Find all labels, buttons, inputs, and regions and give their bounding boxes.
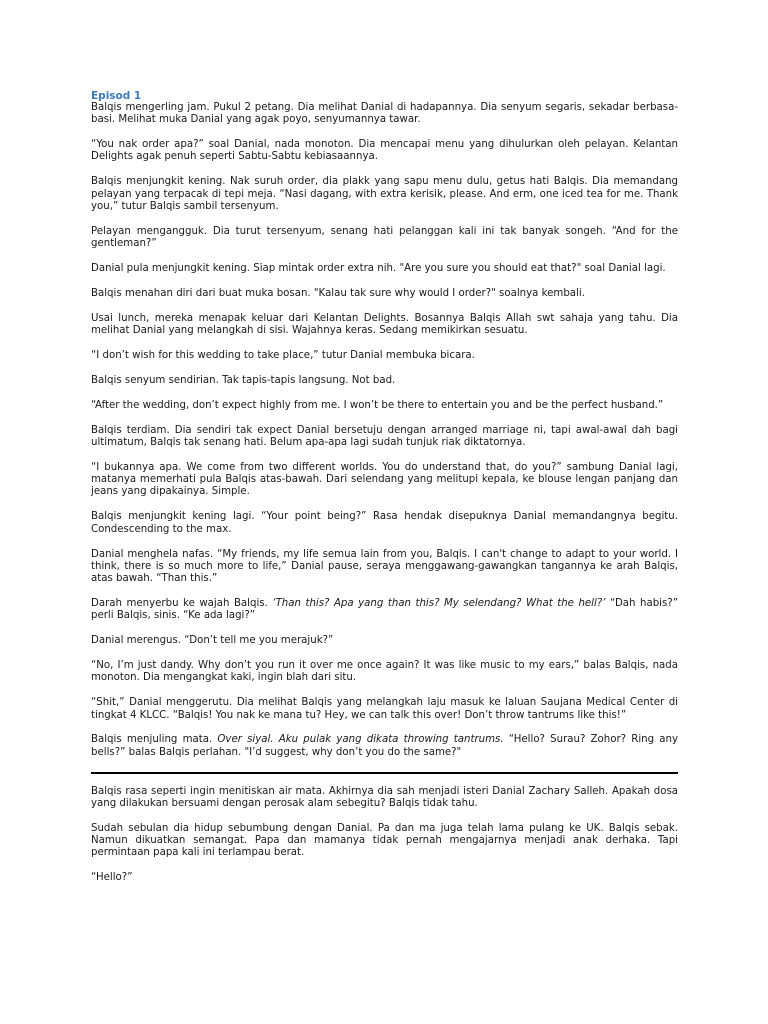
paragraph: Danial merengus. “Don’t tell me you merajuk?” (91, 635, 334, 647)
paragraph: Balqis senyum sendirian. Tak tapis-tapis langsung. Not bad. (91, 374, 396, 386)
paragraph: Balqis menjungkit kening. Nak suruh order, dia plakk yang sapu menu dulu, getus hati Balqis. Dia memandang pelayan yang terpacak di tepi meja. “Nasi dagang, with extra kerisik, please. And erm, one iced tea for me. Thank you,” tutur Balqis sambil tersenyum. (91, 176, 678, 212)
paragraph-text: “Hello? Surau? Zohor? Ring any bells?” balas Balqis perlahan. "I’d suggest, why don’t you do the same?" (91, 734, 678, 758)
episode-heading: Episod 1 (91, 90, 142, 102)
paragraph-text: Darah menyerbu ke wajah Balqis. (91, 598, 273, 610)
paragraph: Balqis menahan diri dari buat muka bosan. "Kalau tak sure why would I order?" soalnya kembali. (91, 287, 585, 299)
paragraph (91, 734, 678, 759)
paragraph-text: “Dah habis?” perli Balqis, sinis. “Ke ada lagi?” (91, 598, 678, 622)
paragraph: Usai lunch, mereka menapak keluar dari Kelantan Delights. Bosannya Balqis Allah swt sahaja yang tahu. Dia melihat Danial yang melangkah di sisi. Wajahnya keras. Sedang memikirkan sesuatu. (91, 312, 678, 337)
story-page (91, 90, 678, 897)
paragraph: “I bukannya apa. We come from two different worlds. You do understand that, do you?” sambung Danial lagi, matanya memerhati pula Balqis atas-bawah. Dari selendang yang melitupi kepala, ke blouse lengan panjang dan jeans yang dipakainya. Simple. (91, 461, 678, 498)
paragraph: “You nak order apa?” soal Danial, nada monoton. Dia mencapai menu yang dihulurkan oleh pelayan. Kelantan Delights agak penuh seperti Sabtu-Sabtu kebiasaannya. (91, 139, 678, 163)
paragraph: “No, I’m just dandy. Why don’t you run it over me once again? It was like music to my ears,” balas Balqis, nada monoton. Dia mengangkat kaki, ingin blah dari situ. (91, 660, 678, 684)
paragraph: Pelayan mengangguk. Dia turut tersenyum, senang hati pelanggan kali ini tak banyak songeh. “And for the gentleman?” (91, 225, 678, 250)
paragraph: “I don’t wish for this wedding to take place,” tutur Danial membuka bicara. (91, 350, 475, 362)
italic-thought: ‘Than this? Apa yang than this? My selendang? What the hell?’ (272, 598, 606, 610)
paragraph: Balqis terdiam. Dia sendiri tak expect Danial bersetuju dengan arranged marriage ni, tapi awal-awal dah bagi ultimatum, Balqis tak senang hati. Belum apa-apa lagi sudah tunjuk riak diktatornya. (91, 424, 678, 448)
section-divider (91, 772, 678, 774)
paragraph: Danial menghela nafas. “My friends, my life semua lain from you, Balqis. I can't change to adapt to your world. I think, there is so much more to life,” Danial pause, seraya menggawang-gawangkan tangannya ke arah Balqis, atas bawah. “Than this.” (91, 548, 678, 585)
paragraph: Balqis mengerling jam. Pukul 2 petang. Dia melihat Danial di hadapannya. Dia senyum segaris, sekadar berbasa-basi. Melihat muka Danial yang agak poyo, senyumannya tawar. (91, 102, 678, 126)
paragraph: Balqis menjungkit kening lagi. “Your point being?” Rasa hendak disepuknya Danial memandangnya begitu. Condescending to the max. (91, 511, 678, 535)
paragraph: “Hello?” (91, 872, 133, 884)
paragraph: Danial pula menjungkit kening. Siap mintak order extra nih. "Are you sure you should eat that?" soal Danial lagi. (91, 263, 666, 275)
paragraph (91, 598, 678, 623)
paragraph: Sudah sebulan dia hidup sebumbung dengan Danial. Pa dan ma juga telah lama pulang ke UK. Balqis sebak. Namun dikuatkan semangat. Papa dan mamanya tidak pernah mengajarnya menjadi anak derhaka. Tapi permintaan papa kali ini terlampau berat. (91, 822, 678, 859)
paragraph: “Shit,” Danial menggerutu. Dia melihat Balqis yang melangkah laju masuk ke laluan Saujana Medical Center di tingkat 4 KLCC. “Balqis! You nak ke mana tu? Hey, we can talk this over! Don’t throw tantrums like this!” (91, 697, 678, 721)
paragraph: Balqis rasa seperti ingin menitiskan air mata. Akhirnya dia sah menjadi isteri Danial Zachary Salleh. Apakah dosa yang dilakukan bersuami dengan perosak alam sebegitu? Balqis tidak tahu. (91, 785, 678, 809)
paragraph: “After the wedding, don’t expect highly from me. I won’t be there to entertain you and be the perfect husband.” (91, 399, 664, 411)
paragraph-text: Balqis menjuling mata. (91, 734, 218, 746)
italic-thought: Over siyal. Aku pulak yang dikata throwing tantrums. (217, 734, 504, 746)
